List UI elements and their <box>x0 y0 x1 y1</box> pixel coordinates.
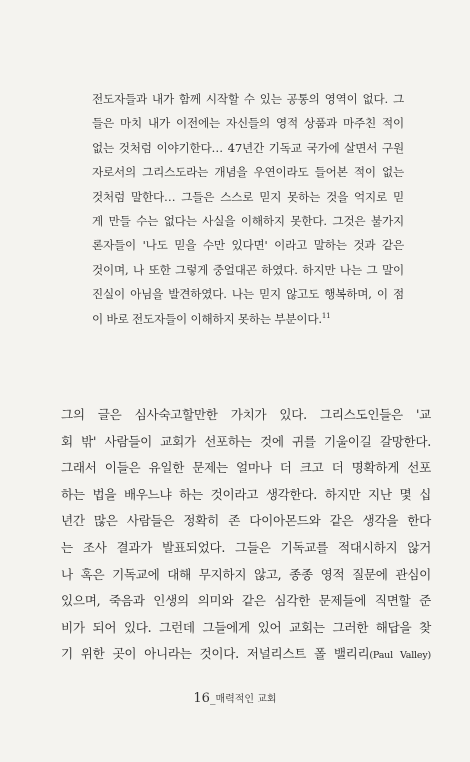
quote-last-line <box>92 307 404 331</box>
body-line: 그의 글은 심사숙고할만한 가치가 있다. 그리스도인들은 '교 <box>61 407 431 422</box>
quote-line: 론자들이 '나도 믿을 수만 있다면' 이라고 말하는 것과 같은 <box>92 238 404 253</box>
body-paragraph <box>61 402 431 668</box>
body-line-text: 기 위한 곳이 아니라는 것이다. 저널리스트 폴 밸리리 <box>61 646 370 662</box>
quote-line: 진실이 아님을 발견하였다. 나는 믿지 않고도 행복하며, 이 점 <box>92 287 404 302</box>
quote-line: 것처럼 말한다… 그들은 스스로 믿지 못하는 것을 억지로 믿 <box>92 189 404 204</box>
body-line: 하는 법을 배우느냐 하는 것이라고 생각한다. 하지만 지난 몇 십 <box>61 486 431 502</box>
quote-line: 없는 것처럼 이야기한다… 47년간 기독교 국가에 살면서 구원 <box>92 140 404 155</box>
page-footer <box>0 690 470 706</box>
quote-line: 게 만들 수는 없다는 사실을 이해하지 못한다. 그것은 불가지 <box>92 213 404 228</box>
quote-line: 것이며, 나 또한 그렇게 중얼대곤 하였다. 하지만 나는 그 말이 <box>92 262 404 277</box>
quote-line: 들은 마치 내가 이전에는 자신들의 영적 상품과 마주친 적이 <box>92 116 404 131</box>
quote-line-text: 이 바로 전도자들이 이해하지 못하는 부분이다. <box>92 311 322 326</box>
body-last-line <box>61 641 431 668</box>
page-number: 16 <box>193 691 210 706</box>
quote-line: 전도자들과 내가 함께 시작할 수 있는 공통의 영역이 없다. 그 <box>92 92 404 106</box>
latin-name: (Paul Valley) <box>369 650 431 662</box>
body-line: 비가 되어 있다. 그런데 그들에게 있어 교회는 그러한 해답을 찾 <box>61 619 431 635</box>
body-line: 회 밖' 사람들이 교회가 선포하는 것에 귀를 기울이길 갈망한다. <box>61 433 431 449</box>
block-quote <box>92 87 404 331</box>
body-line: 있으며, 죽음과 인생의 의미와 같은 심각한 문제들에 직면할 준 <box>61 593 431 609</box>
body-line: 년간 많은 사람들은 정확히 존 다이아몬드와 같은 생각을 한다 <box>61 513 431 529</box>
footnote-mark: 11 <box>321 311 331 320</box>
running-title: 매력적인 교회 <box>215 694 277 705</box>
footer-separator: _ <box>209 692 216 705</box>
body-line: 는 조사 결과가 발표되었다. 그들은 기독교를 적대시하지 않거 <box>61 539 431 555</box>
body-line: 나 혹은 기독교에 대해 무지하지 않고, 종종 영적 질문에 관심이 <box>61 566 431 582</box>
body-line: 그래서 이들은 유일한 문제는 얼마나 더 크고 더 명확하게 선포 <box>61 460 431 476</box>
quote-line: 자로서의 그리스도라는 개념을 우연이라도 들어본 적이 없는 <box>92 165 404 180</box>
